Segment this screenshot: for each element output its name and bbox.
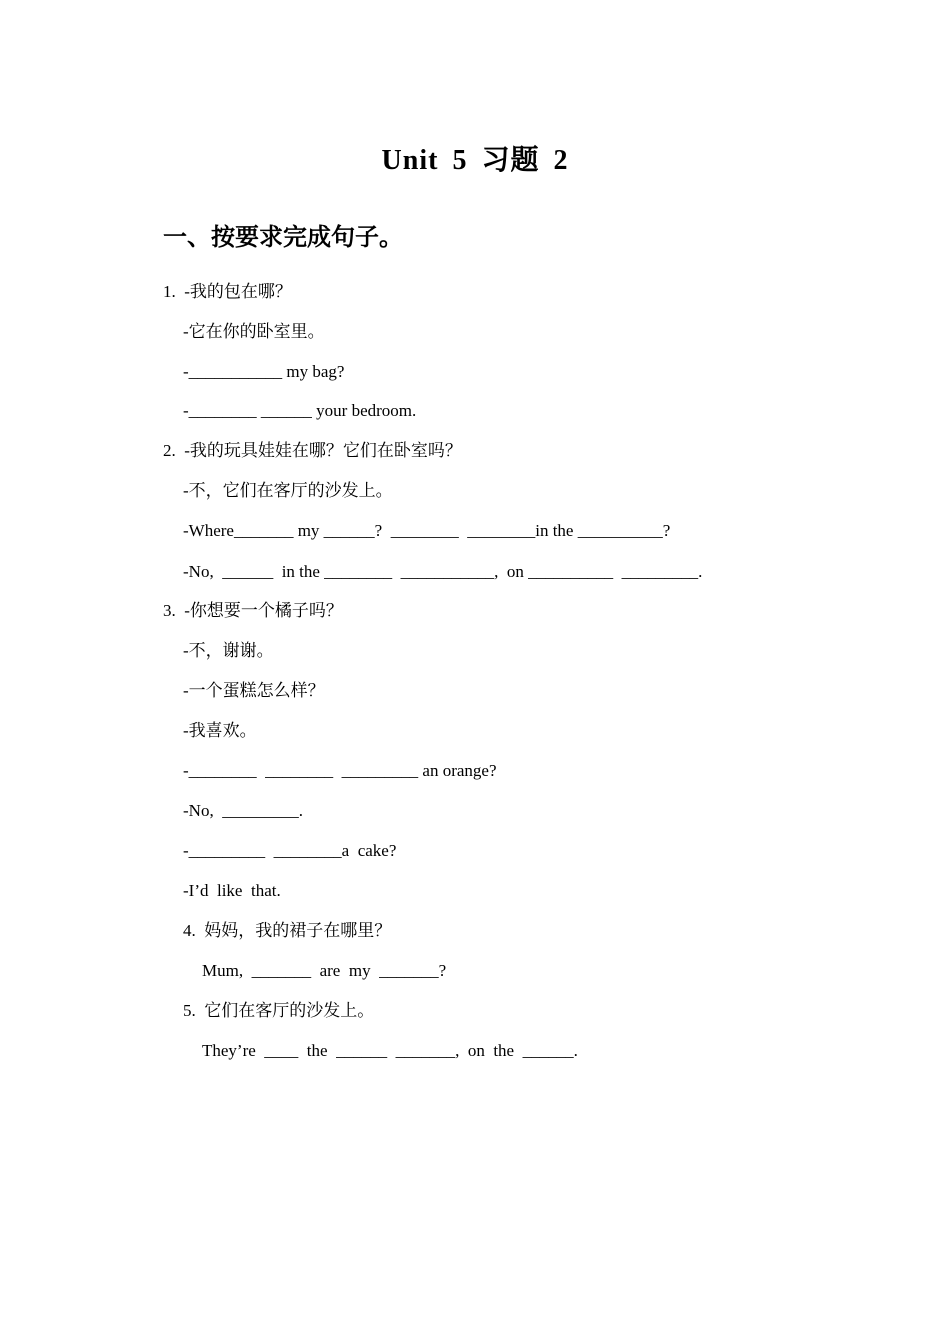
q3-blank-line-3: -_________ ________a cake? (183, 841, 397, 860)
q1-blank-line-1: -___________ my bag? (183, 362, 345, 381)
q4-prompt: 4. 妈妈，我的裙子在哪里？ (183, 921, 392, 940)
q1-answer-hint: -它在你的卧室里。 (183, 322, 325, 341)
q5-prompt: 5. 它们在客厅的沙发上。 (183, 1001, 375, 1020)
q3-blank-line-2: -No, _________. (183, 801, 303, 820)
q2-blank-line-2: -No, ______ in the ________ ___________, on __________ _________. (183, 562, 703, 581)
q3-blank-line-1: -________ ________ _________ an orange? (183, 761, 497, 780)
section-heading: 一、按要求完成句子。 (163, 223, 403, 251)
q4-blank-line: Mum, _______ are my _______? (202, 961, 447, 980)
q1-blank-line-2: -________ ______ your bedroom. (183, 401, 417, 420)
q3-prompt: 3. -你想要一个橘子吗？ (163, 601, 343, 620)
q3-hint-1: -不，谢谢。 (183, 641, 274, 660)
q3-reply: -I’d like that. (183, 881, 281, 900)
q1-prompt: 1. -我的包在哪？ (163, 282, 292, 301)
q2-blank-line-1: -Where_______ my ______? ________ ________in the __________? (183, 521, 671, 540)
q2-answer-hint: -不，它们在客厅的沙发上。 (183, 481, 393, 500)
q3-hint-2: -一个蛋糕怎么样？ (183, 681, 325, 700)
q2-prompt: 2. -我的玩具娃娃在哪？它们在卧室吗？ (163, 441, 462, 460)
q3-hint-3: -我喜欢。 (183, 721, 257, 740)
q5-blank-line: They’re ____ the ______ _______, on the ______. (202, 1041, 578, 1060)
page-title: Unit 5 习题 2 (381, 145, 569, 176)
